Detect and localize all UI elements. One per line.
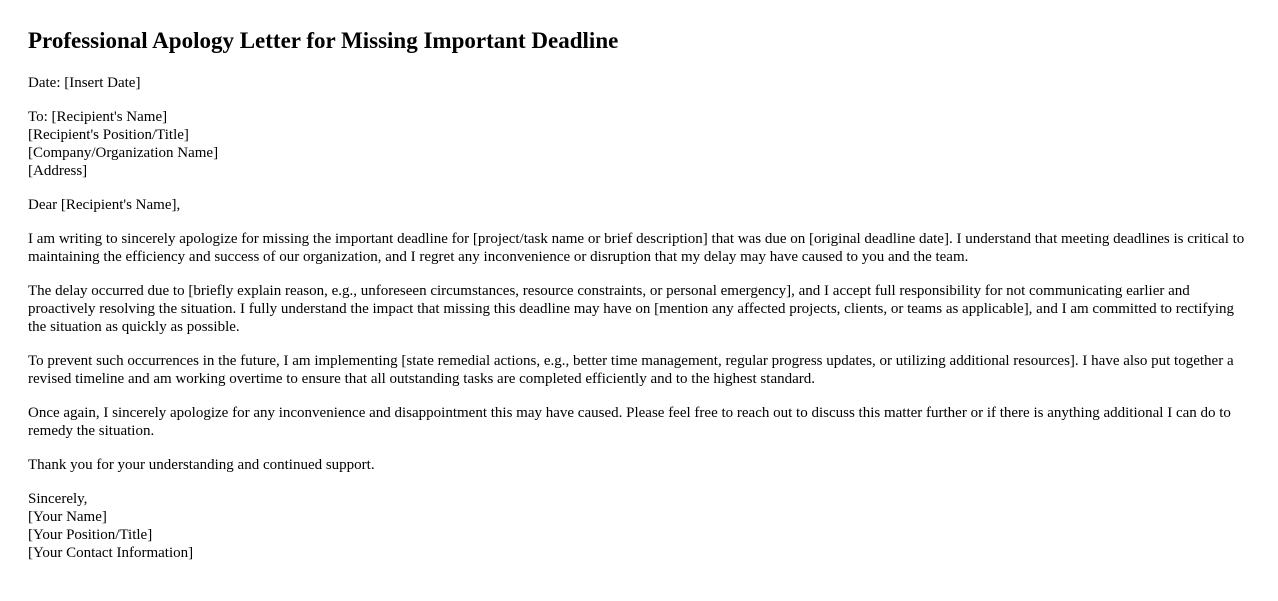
- sender-contact: [Your Contact Information]: [28, 545, 194, 561]
- valediction: Sincerely,: [28, 491, 88, 507]
- body-paragraph-apology: I am writing to sincerely apologize for missing the important deadline for [project/task name or brief description] that was due on [original deadline date]. I understand that meeting deadlines is critical to maintaining the efficiency and success of our organization, and I regret any inconvenience or disruption that my delay may have caused to you and the team.: [28, 231, 1245, 265]
- sender-position: [Your Position/Title]: [28, 527, 153, 543]
- body-paragraph-prevention: To prevent such occurrences in the future, I am implementing [state remedial actions, e.g., better time management, regular progress updates, or utilizing additional resources]. I have also put together a revised timeline and am working overtime to ensure that all outstanding tasks are completed efficiently and to the highest standard.: [28, 353, 1234, 387]
- sender-name: [Your Name]: [28, 509, 107, 525]
- recipient-address: [Address]: [28, 163, 88, 179]
- letter-title: Professional Apology Letter for Missing Important Deadline: [28, 28, 619, 53]
- recipient-block: [28, 108, 1254, 180]
- recipient-position: [Recipient's Position/Title]: [28, 127, 189, 143]
- letter-document: [28, 0, 1254, 578]
- salutation: Dear [Recipient's Name],: [28, 197, 181, 213]
- recipient-name: To: [Recipient's Name]: [28, 109, 168, 125]
- letter-date: Date: [Insert Date]: [28, 75, 141, 91]
- body-paragraph-thanks: Thank you for your understanding and continued support.: [28, 457, 375, 473]
- recipient-company: [Company/Organization Name]: [28, 145, 219, 161]
- body-paragraph-reiteration: Once again, I sincerely apologize for any inconvenience and disappointment this may have caused. Please feel free to reach out to discuss this matter further or if there is anything additional I can do to remedy the situation.: [28, 405, 1231, 439]
- closing-block: [28, 490, 1254, 562]
- body-paragraph-reason: The delay occurred due to [briefly explain reason, e.g., unforeseen circumstances, resource constraints, or personal emergency], and I accept full responsibility for not communicating earlier and proactively resolving the situation. I fully understand the impact that missing this deadline may have on [mention any affected projects, clients, or teams as applicable], and I am committed to rectifying the situation as quickly as possible.: [28, 283, 1235, 335]
